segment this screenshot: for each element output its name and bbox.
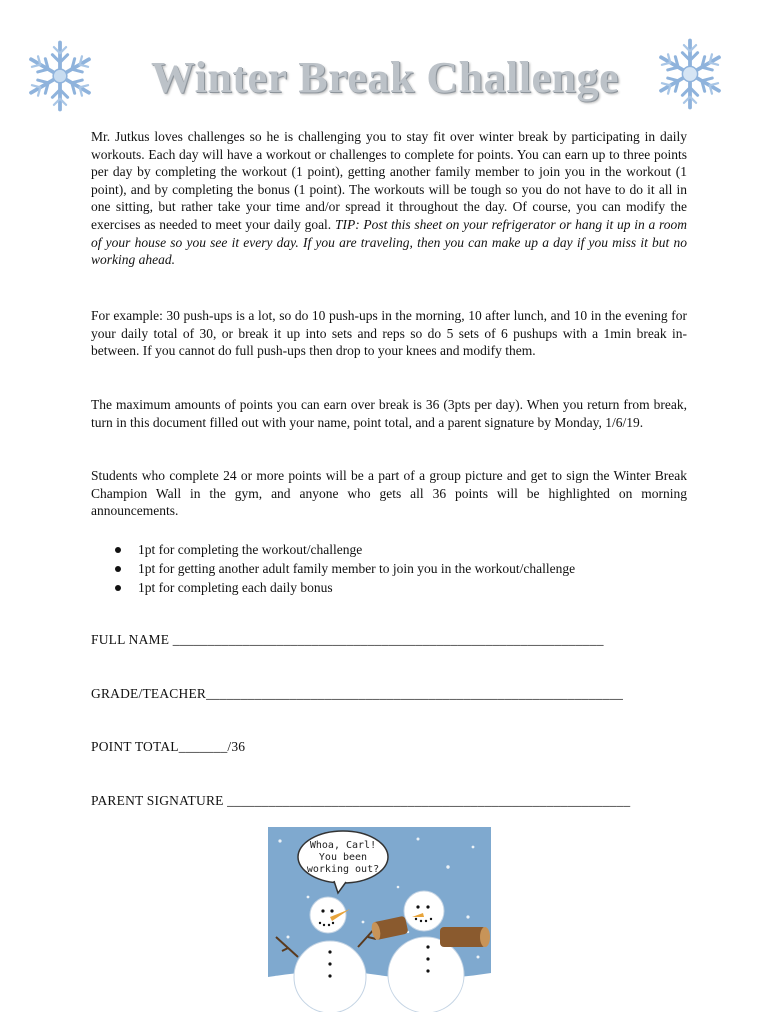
tip-text: TIP: Post this sheet on your refrigerator or hang it up in a room of your house so you see it every day. If you are traveling, then you can make up a day if you miss it but no working ahead. [91, 216, 687, 268]
page-title: Winter Break Challenge [150, 53, 620, 102]
example-paragraph: For example: 30 push-ups is a lot, so do 10 push-ups in the morning, 10 after lunch, and 10 in the evening for your daily total of 30, or break it up into sets and reps so do 5 sets of 6 pushups with a 1min break in-between. If you cannot do full push-ups then drop to your knees and modify them. [91, 308, 687, 359]
speech-line: You been [318, 852, 368, 863]
list-item: 1pt for completing the workout/challenge [112, 540, 575, 559]
rewards-paragraph: Students who complete 24 or more points will be a part of a group picture and get to sign the Winter Break Champion Wall in the gym, and anyone who gets all 36 points will be highlighted on morning announcements. [91, 468, 687, 519]
list-item: 1pt for getting another adult family member to join you in the workout/challenge [112, 559, 575, 578]
points-list [112, 540, 575, 597]
snowman-cartoon [268, 827, 491, 1012]
speech-line: Whoa, Carl! [309, 840, 377, 851]
list-item: 1pt for completing each daily bonus [112, 578, 575, 597]
speech-line: working out? [306, 864, 380, 875]
intro-text: Mr. Jutkus loves challenges so he is challenging you to stay fit over winter break by participating in daily workouts. Each day will have a workout or challenges to complete for points. You can earn up to three points per day by completing the workout (1 point), getting another family member to join you in the workout (1 point), and by completing the bonus (1 point). The workouts will be tough so you do not have to do it all in one sitting, but rather take your time and/or spread it throughout the day. Of course, you can modify the exercises as needed to meet your daily goal. [91, 129, 687, 232]
parent-signature-field[interactable]: PARENT SIGNATURE __________________________________________________________ [91, 793, 631, 808]
full-name-field[interactable]: FULL NAME ______________________________________________________________ [91, 632, 604, 647]
max-points-paragraph: The maximum amounts of points you can earn over break is 36 (3pts per day). When you return from break, turn in this document filled out with your name, point total, and a parent signature by Monday, 1/6/19. [91, 397, 687, 430]
grade-teacher-field[interactable]: GRADE/TEACHER____________________________________________________________ [91, 686, 624, 701]
point-total-field[interactable]: POINT TOTAL_______/36 [91, 739, 246, 754]
intro-paragraph [91, 128, 687, 269]
